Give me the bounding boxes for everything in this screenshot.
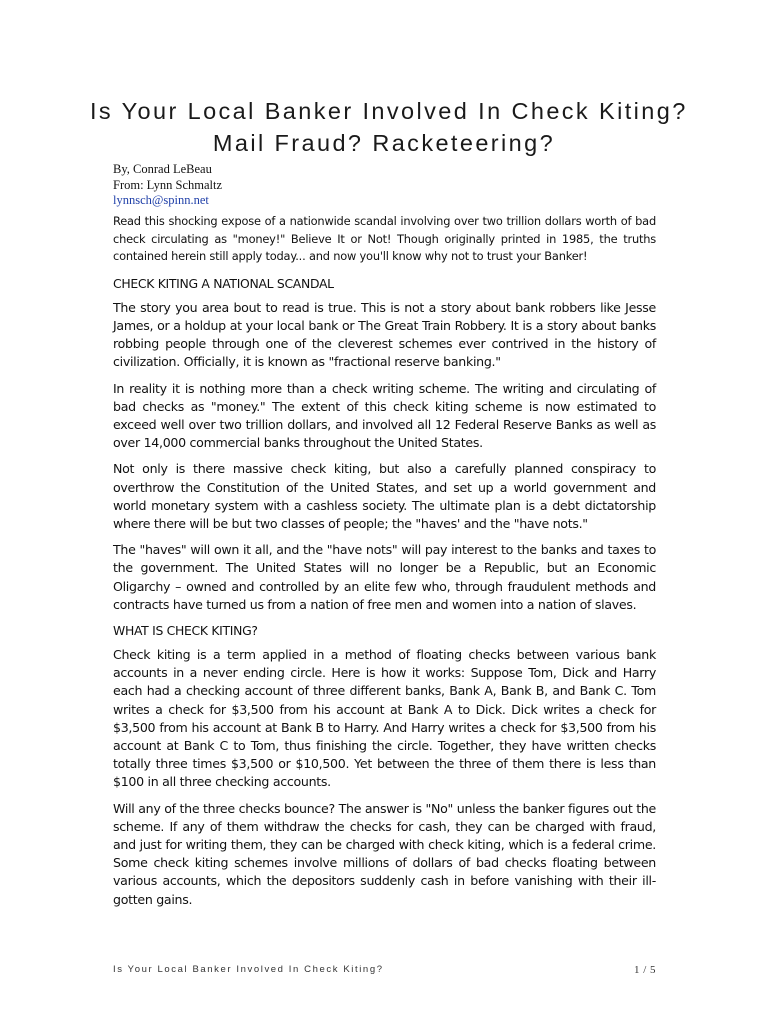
author-line: By, Conrad LeBeau — [113, 162, 212, 176]
page-footer — [113, 964, 656, 975]
section-heading-check-kiting-scandal: CHECK KITING A NATIONAL SCANDAL — [113, 275, 334, 291]
paragraph: Not only is there massive check kiting, but also a carefully planned conspiracy to overthrow the Constitution of the United States, and set up a world government and world monetary system with a cashless society. The ultimate plan is a debt dictatorship where there will be but two classes of people; the "haves' and the "have nots." — [113, 461, 656, 532]
document-title — [90, 95, 688, 159]
title-line-2: Mail Fraud? Racketeering? — [212, 130, 556, 156]
section-heading-what-is-check-kiting: WHAT IS CHECK KITING? — [113, 623, 258, 639]
title-line-1: Is Your Local Banker Involved In Check Kiting? — [90, 98, 688, 124]
page-number: 1 / 5 — [633, 964, 656, 976]
running-title: Is Your Local Banker Involved In Check Kiting? — [113, 964, 384, 975]
paragraph: Will any of the three checks bounce? The answer is "No" unless the banker figures out the scheme. If any of them withdraw the checks for cash, they can be charged with fraud, and just for writing them, they can be charged with check kiting, which is a federal crime. Some check kiting schemes involve millions of dollars of bad checks floating between various accounts, which the depositors suddenly cash in before vanishing with their ill-gotten gains. — [113, 800, 656, 907]
intro-paragraph: Read this shocking expose of a nationwide scandal involving over two trillion dollars worth of bad check circulating as "money!" Believe It or Not! Though originally printed in 1985, the truths contained herein still apply today... and now you'll know why not to trust your Banker! — [113, 214, 656, 264]
byline — [113, 162, 222, 209]
paragraph: The "haves" will own it all, and the "have nots" will pay interest to the banks and taxes to the government. The United States will no longer be a Republic, but an Economic Oligarchy – owned and controlled by an elite few who, through fraudulent methods and contracts have turned us from a nation of free men and women into a nation of slaves. — [113, 542, 656, 612]
article-body — [113, 213, 656, 917]
from-line: From: Lynn Schmaltz — [113, 177, 223, 192]
paragraph: In reality it is nothing more than a check writing scheme. The writing and circulating of bad checks as "money." The extent of this check kiting scheme is now estimated to exceed well over two trillion dollars, and involved all 12 Federal Reserve Banks as well as over 14,000 commercial banks throughout the United States. — [113, 380, 656, 451]
paragraph: Check kiting is a term applied in a method of floating checks between various bank accounts in a never ending circle. Here is how it works: Suppose Tom, Dick and Harry each had a checking account of three different banks, Bank A, Bank B, and Bank C. Tom writes a check for $3,500 from his account at Bank A to Dick. Dick writes a check for $3,500 from his account at Bank B to Harry. And Harry writes a check for $3,500 from his account at Bank C to Tom, thus finishing the circle. Together, they have written checks totally three times $3,500 or $10,500. Yet between the three of them there is less than $100 in all three checking accounts. — [113, 647, 656, 790]
email-link[interactable]: lynnsch@spinn.net — [113, 193, 209, 207]
paragraph: The story you area bout to read is true. This is not a story about bank robbers like Jesse James, or a holdup at your local bank or The Great Train Robbery. It is a story about banks robbing people through one of the cleverest schemes ever contrived in the history of civilization. Officially, it is known as "fractional reserve banking." — [113, 299, 656, 370]
